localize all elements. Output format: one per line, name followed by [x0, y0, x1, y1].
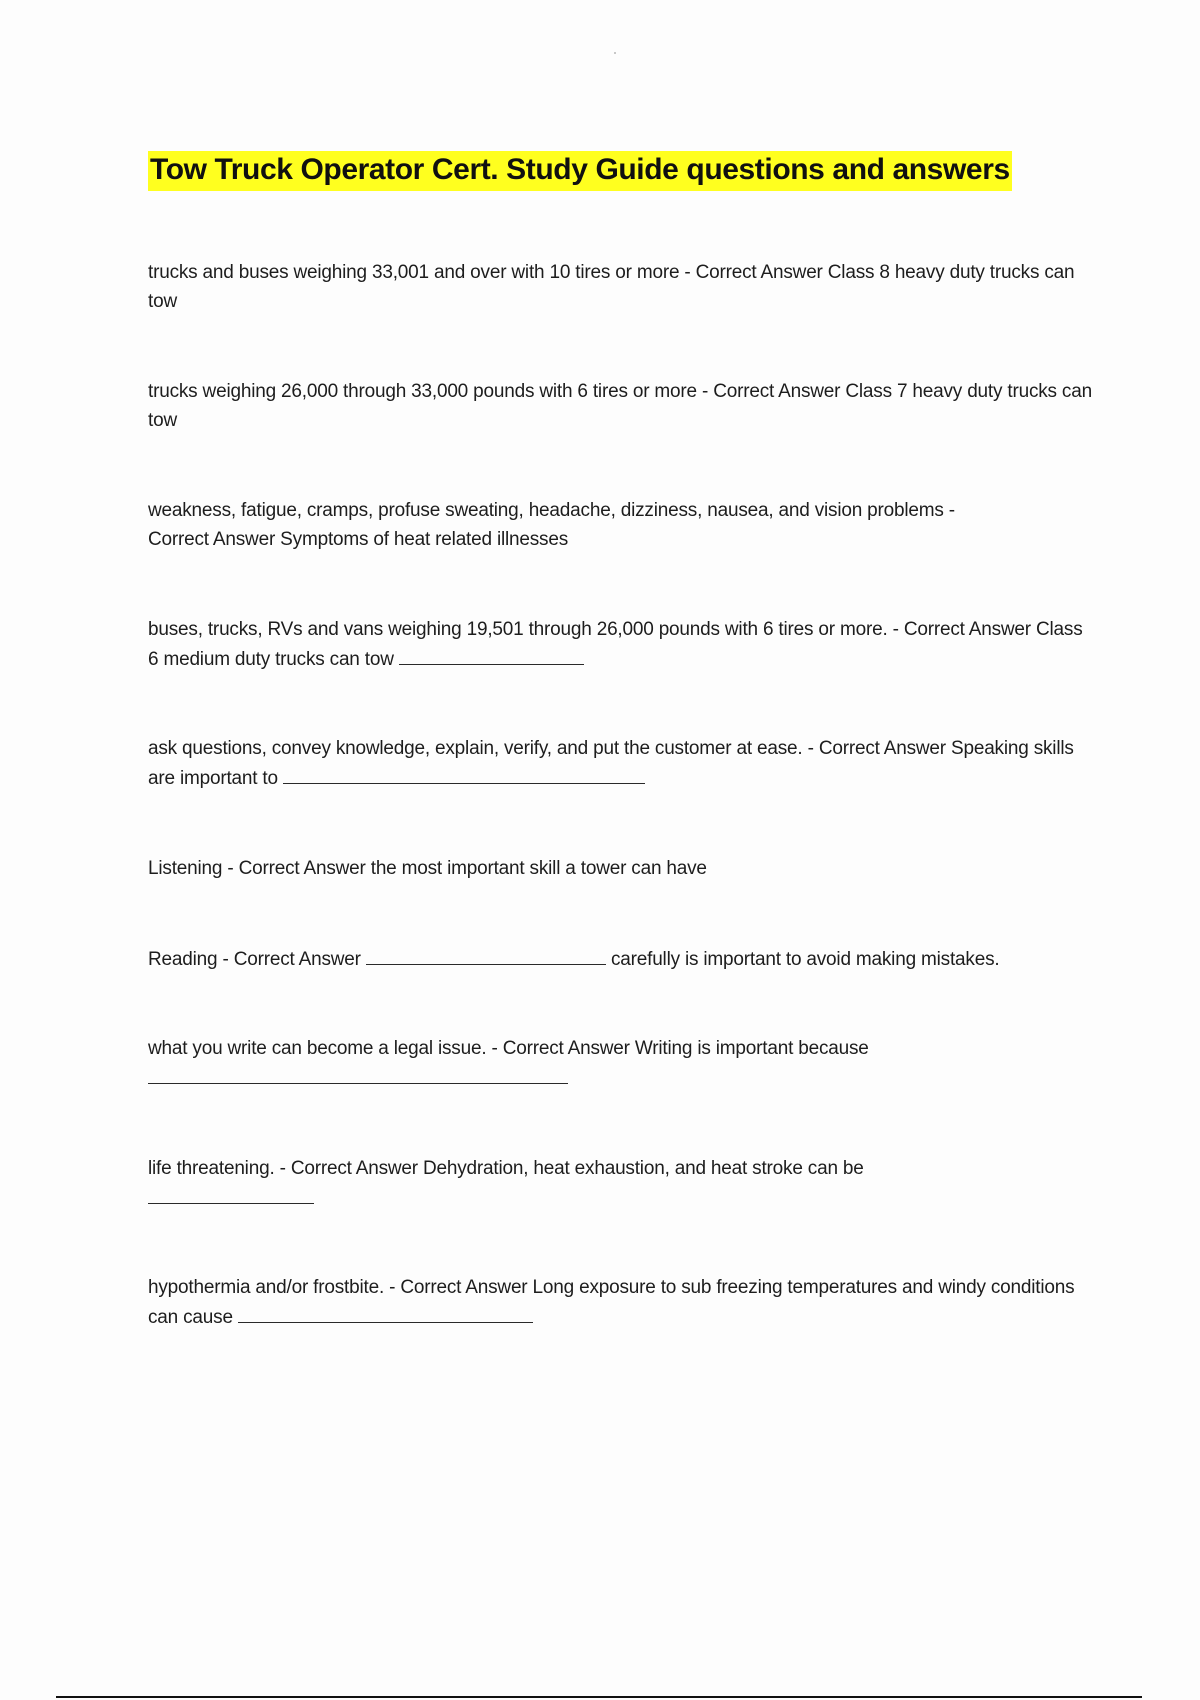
- question-text: what you write can become a legal issue.: [148, 1038, 487, 1059]
- answer-text: carefully is important to avoid making mistakes.: [610, 949, 1000, 970]
- qa-item: [148, 377, 1093, 435]
- question-text: ask questions, convey knowledge, explain, verify, and put the customer at ease.: [148, 738, 803, 759]
- separator: -: [384, 1277, 401, 1298]
- answer-text: the most important skill a tower can have: [370, 858, 707, 879]
- qa-item: [148, 258, 1093, 316]
- question-text: hypothermia and/or frostbite.: [148, 1277, 385, 1298]
- qa-item: [148, 496, 1093, 554]
- answer-text: Dehydration, heat exhaustion, and heat stroke can be: [423, 1158, 864, 1179]
- separator: -: [802, 738, 819, 759]
- answer-text: Class 8 heavy duty trucks can tow: [148, 262, 1075, 312]
- question-text: life threatening.: [148, 1158, 275, 1179]
- qa-item: [148, 1154, 1093, 1213]
- answer-label: Correct Answer: [713, 381, 841, 402]
- answer-label: Correct Answer: [148, 529, 276, 550]
- answer-blank: [238, 1302, 533, 1323]
- question-text: weakness, fatigue, cramps, profuse sweating, headache, dizziness, nausea, and vision problems: [148, 500, 944, 521]
- question-text: buses, trucks, RVs and vans weighing 19,501 through 26,000 pounds with 6 tires or more.: [148, 619, 888, 640]
- answer-text: Class 6 medium duty trucks can tow: [148, 619, 1083, 670]
- separator: -: [217, 949, 234, 970]
- separator: -: [222, 858, 239, 879]
- answer-label: Correct Answer: [695, 262, 823, 283]
- separator: -: [486, 1038, 503, 1059]
- separator: -: [887, 619, 904, 640]
- answer-label: Correct Answer: [233, 949, 361, 970]
- separator: -: [679, 262, 696, 283]
- answer-text: Long exposure to sub freezing temperatures and windy conditions can cause: [148, 1277, 1075, 1328]
- qa-item: [148, 944, 1093, 974]
- answer-label: Correct Answer: [238, 858, 366, 879]
- question-text: Reading: [148, 949, 218, 970]
- document-title: Tow Truck Operator Cert. Study Guide questions and answers: [148, 151, 1012, 191]
- answer-label: Correct Answer: [290, 1158, 418, 1179]
- answer-blank: [283, 763, 645, 784]
- separator: -: [696, 381, 714, 402]
- qa-item: [148, 854, 1093, 883]
- page-mark: [614, 52, 616, 54]
- qa-item: [148, 734, 1093, 793]
- answer-label: Correct Answer: [903, 619, 1031, 640]
- separator: -: [943, 500, 955, 521]
- answer-text: Speaking skills are important to: [148, 738, 1074, 789]
- qa-item: [148, 615, 1093, 674]
- separator: -: [274, 1158, 291, 1179]
- answer-blank: [148, 1183, 314, 1204]
- footer-rule: [56, 1696, 1142, 1698]
- qa-item: [148, 1034, 1093, 1093]
- qa-item: [148, 1273, 1093, 1332]
- answer-label: Correct Answer: [400, 1277, 528, 1298]
- answer-blank: [148, 1063, 568, 1084]
- answer-text: Writing is important because: [634, 1038, 869, 1059]
- answer-label: Correct Answer: [502, 1038, 630, 1059]
- answer-text: Symptoms of heat related illnesses: [280, 529, 569, 550]
- answer-text: Class 7 heavy duty trucks can tow: [148, 381, 1092, 431]
- answer-blank: [399, 644, 584, 665]
- question-text: Listening: [148, 858, 223, 879]
- question-text: trucks and buses weighing 33,001 and over with 10 tires or more: [148, 262, 680, 283]
- answer-blank: [366, 944, 606, 965]
- question-text: trucks weighing 26,000 through 33,000 pounds with 6 tires or more: [148, 381, 697, 402]
- answer-label: Correct Answer: [818, 738, 946, 759]
